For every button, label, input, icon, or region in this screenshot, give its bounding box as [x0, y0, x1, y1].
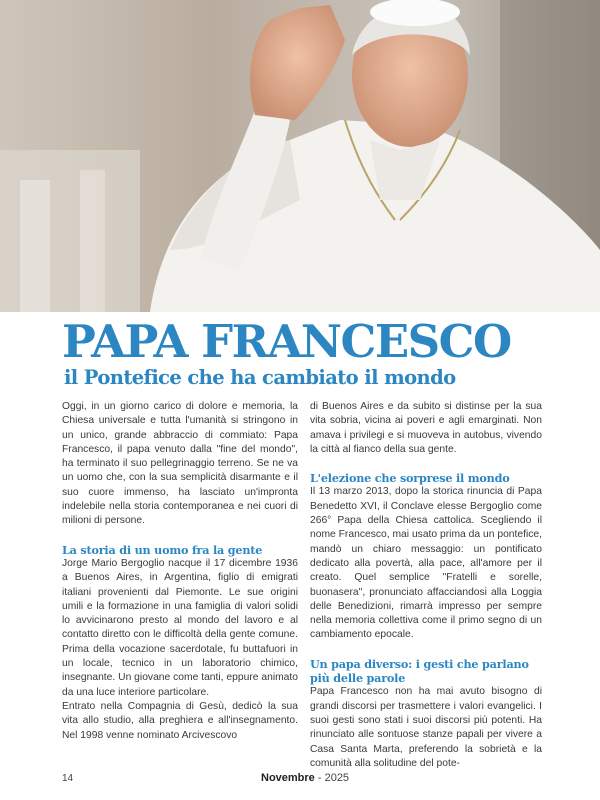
section-heading: La storia di un uomo fra la gente: [62, 542, 263, 557]
section-heading: L'elezione che sorprese il mondo: [310, 471, 510, 486]
body-paragraph: di Buenos Aires e da subito si distinse per la sua vita sobria, vicina ai poveri e agli emarginati. Non amava i privilegi e si muoveva in autobus, vivendo la città al fianco della sua gente.: [310, 401, 542, 455]
intro-paragraph: Oggi, in un giorno carico di dolore e memoria, la Chiesa universale e tutta l'umanità si stringono in un unico, grande abbraccio di commiato: Papa Francesco, il papa venuto dalla "fine del mondo", ha terminato il suo pellegrinaggio terreno. Se ne va un uomo che, con la sua semplicità disarmante e il suo cuore immenso, ha lasciato un'impronta indelebile nella storia contemporanea e nei cuori di milioni di persone.: [62, 401, 298, 527]
article-title: PAPA FRANCESCO: [62, 315, 511, 368]
issue-month: Novembre: [261, 772, 315, 784]
issue-separator: -: [314, 772, 325, 784]
pope-francis-photo: [0, 0, 600, 312]
issue-date: [261, 772, 349, 784]
body-paragraph: Jorge Mario Bergoglio nacque il 17 dicembre 1936 a Buenos Aires, in Argentina, figlio di emigrati italiani provenienti dal Piemonte. Le sue origini umili e la formazione in una famiglia di valori solidi lo avvicinarono presto al mondo del lavoro e al contatto diretto con le difficoltà della gente comune. Prima della vocazione sacerdotale, fu buttafuori in un locale, tecnico in un laboratorio chimico, insegnante. Un giovane come tanti, eppure animato da una luce interiore particolare.: [62, 557, 298, 698]
article-subtitle: il Pontefice che ha cambiato il mondo: [64, 366, 456, 389]
article-column-left: [62, 400, 298, 743]
page-number: 14: [62, 773, 74, 784]
issue-year: 2025: [324, 772, 350, 784]
body-paragraph: Il 13 marzo 2013, dopo la storica rinuncia di Papa Benedetto XVI, il Conclave elesse Bergoglio come 266° Papa della Chiesa cattolica. Scegliendo il nome Francesco, mai usato prima da un pontefice, mandò un chiaro messaggio: un pontificato dedicato alla povertà, alla pace, all'amore per il creato. Quel semplice "Fratelli e sorelle, buonasera", pronunciato affacciandosi alla Loggia delle Benedizioni, rimarrà impresso per sempre nella memoria collettiva come il primo segno di un cambiamento epocale.: [310, 486, 542, 641]
body-paragraph: Papa Francesco non ha mai avuto bisogno di grandi discorsi per trasmettere i valori evangelici. I suoi gesti sono stati i suoi discorsi più potenti. Ha rinunciato alle sontuose stanze papali per vivere a Casa Santa Marta, preferendo la sobrietà e la comunità alla solitudine del pote-: [310, 686, 542, 769]
article-column-right: [310, 400, 542, 771]
section-heading: Un papa diverso: i gesti che parlano più delle parole: [310, 656, 529, 686]
body-paragraph: Entrato nella Compagnia di Gesù, dedicò la sua vita allo studio, alla preghiera e all'insegnamento. Nel 1998 venne nominato Arcivescovo: [62, 700, 298, 741]
